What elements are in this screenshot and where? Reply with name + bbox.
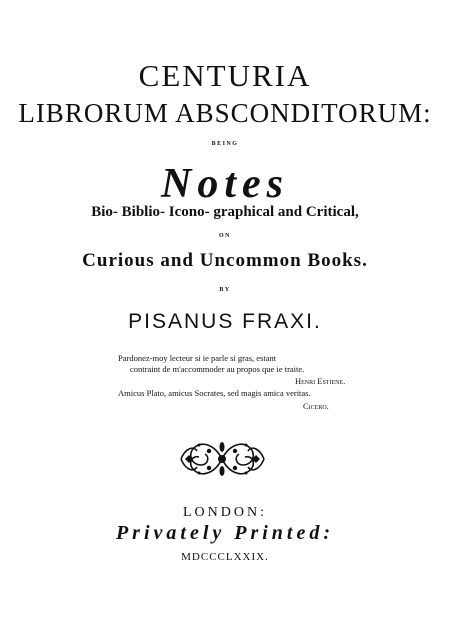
on-label: ON <box>219 233 231 239</box>
being-label: BEING <box>211 141 239 147</box>
imprint-printed: Privately Printed: <box>115 522 335 544</box>
quote-2-attribution: Cicero. <box>303 401 329 411</box>
by-label: BY <box>219 287 231 293</box>
title-line-2: LIBRORUM ABSCONDITORUM: <box>18 98 432 128</box>
quote-2-line-1: Amicus Plato, amicus Socrates, sed magis amica veritas. <box>118 388 311 398</box>
quote-1-line-2: contraint de m'accommoder au propos que ie traite. <box>130 364 305 374</box>
imprint-city: LONDON: <box>183 505 267 520</box>
quote-1-attribution: Henri Estiene. <box>295 376 346 386</box>
notes-heading: Notes <box>161 161 289 207</box>
author-name: PISANUS FRAXI. <box>128 310 322 333</box>
floral-ornament-icon <box>175 435 270 483</box>
subject-line: Curious and Uncommon Books. <box>82 250 368 271</box>
quote-1-line-1: Pardonez-moy lecteur si ie parle si gras, estant <box>118 353 277 363</box>
imprint-year: MDCCCLXXIX. <box>181 551 269 563</box>
subtitle: Bio- Biblio- Icono- graphical and Critical, <box>91 204 359 220</box>
title-line-1: CENTURIA <box>138 58 312 93</box>
